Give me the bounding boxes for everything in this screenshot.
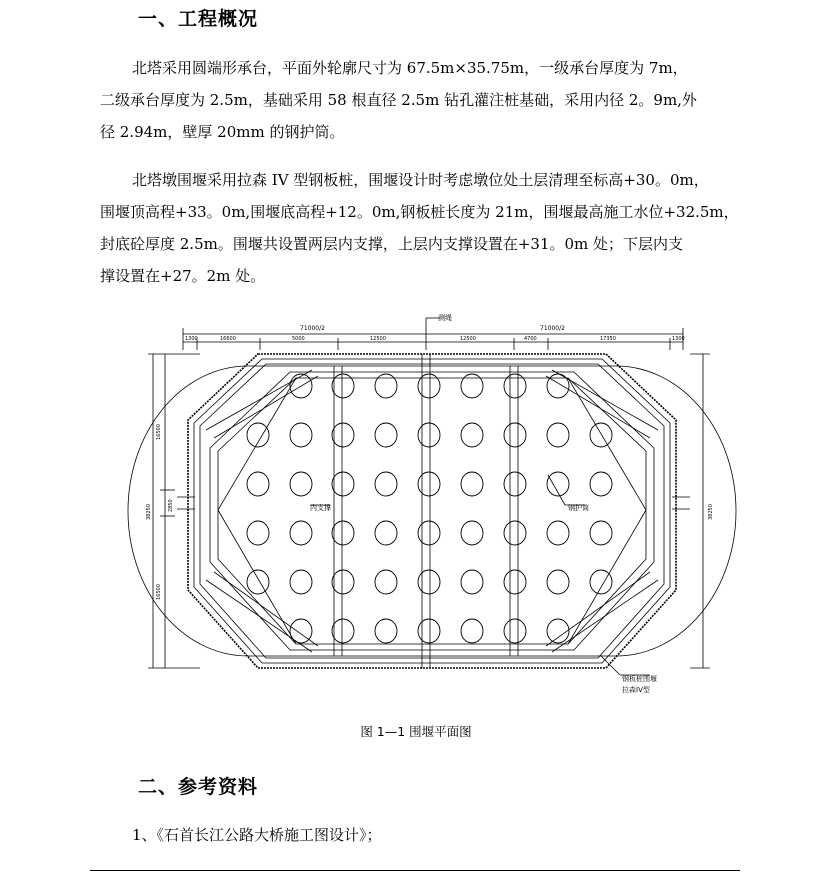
figure-caption: 图 1—1 围堰平面图: [360, 724, 472, 739]
pile-circle: [332, 472, 354, 496]
pile-circle: [504, 472, 526, 496]
pile-circle: [590, 521, 612, 545]
top-dim-label: 16600: [220, 336, 236, 342]
pile-circle: [290, 521, 312, 545]
label-steel-casing: 钢护筒: [568, 504, 589, 512]
pile-circle: [290, 570, 312, 594]
pile-circle: [247, 570, 269, 594]
pile-circle: [375, 423, 397, 447]
top-dim-label: 17350: [600, 336, 616, 342]
pile-circle: [590, 570, 612, 594]
pile-circle: [247, 423, 269, 447]
pile-circle: [547, 570, 569, 594]
label-inner-support: 内支撑: [310, 504, 331, 512]
top-dim-label: 1300: [672, 336, 685, 342]
top-dim-label: 1300: [185, 336, 198, 342]
pile-circle: [547, 521, 569, 545]
top-dim-label: 12500: [460, 336, 476, 342]
pile-circle: [332, 423, 354, 447]
pile-circle: [290, 423, 312, 447]
pile-circle: [332, 521, 354, 545]
top-dim-label: 5000: [292, 336, 305, 342]
pile-circle: [247, 472, 269, 496]
pile-circle: [375, 619, 397, 643]
pile-circle: [418, 619, 440, 643]
pile-circle: [547, 619, 569, 643]
paragraph-line: 围堰顶高程+33。0m,围堰底高程+12。0m,钢板桩长度为 21m，围堰最高施工水位+32.5m，: [100, 203, 739, 221]
paragraph-line: 北塔采用圆端形承台，平面外轮廓尺寸为 67.5m×35.75m，一级承台厚度为 7m，: [132, 59, 688, 77]
pile-circle: [290, 472, 312, 496]
paragraph-line: 二级承台厚度为 2.5m，基础采用 58 根直径 2.5m 钻孔灌注桩基础，采用内径 2。9m,外: [100, 91, 697, 109]
label-sheet-pile-2: 拉森IV型: [622, 686, 650, 694]
pile-circle: [418, 472, 440, 496]
pile-circle: [290, 619, 312, 643]
section1-heading: 一、工程概况: [138, 8, 259, 30]
left-dim-label: 2850: [168, 499, 174, 512]
pile-circle: [418, 570, 440, 594]
sheet-pile-inner-line: [200, 364, 664, 658]
top-dim-label: 4700: [524, 336, 537, 342]
pile-circle: [247, 521, 269, 545]
pile-circle: [418, 521, 440, 545]
pile-circle: [461, 619, 483, 643]
pile-circle: [332, 570, 354, 594]
label-top-center: 测绳: [438, 314, 452, 322]
paragraph-line: 封底砼厚度 2.5m。围堰共设置两层内支撑，上层内支撑设置在+31。0m 处；下层内支: [100, 235, 684, 253]
right-total-label: 38250: [708, 504, 714, 520]
section2-heading: 二、参考资料: [138, 776, 259, 798]
pile-circle: [504, 619, 526, 643]
pile-circle: [590, 423, 612, 447]
paragraph-line: 径 2.94m，壁厚 20mm 的钢护筒。: [100, 123, 345, 141]
footer-divider: [90, 870, 740, 871]
pile-cap-outline: [128, 366, 736, 656]
left-dim-label: 16500: [156, 584, 162, 600]
paragraph-line: 北塔墩围堰采用拉森 IV 型钢板桩，围堰设计时考虑墩位处土层清理至标高+30。0m，: [132, 171, 709, 189]
dim-label-right-half: 71000/2: [540, 325, 565, 332]
pile-circle: [461, 423, 483, 447]
pile-circle: [332, 619, 354, 643]
pile-circle: [375, 521, 397, 545]
top-dim-label: 12500: [370, 336, 386, 342]
pile-circle: [547, 423, 569, 447]
pile-circle: [375, 472, 397, 496]
pile-circle: [375, 570, 397, 594]
pile-circle: [504, 521, 526, 545]
pile-circle: [504, 423, 526, 447]
pile-circle: [461, 472, 483, 496]
dim-label-left-half: 71000/2: [300, 325, 325, 332]
label-sheet-pile-1: 钢板桩围堰: [622, 675, 657, 683]
sheet-pile-outline: [188, 354, 676, 668]
sheet-pile-inner-line: [194, 359, 670, 663]
pile-circle: [418, 423, 440, 447]
left-total-label: 38250: [146, 504, 152, 520]
reference-item: 1、《石首长江公路大桥施工图设计》；: [132, 826, 382, 844]
paragraph-line: 撑设置在+27。2m 处。: [100, 267, 266, 285]
pile-circle: [504, 570, 526, 594]
pile-circle: [461, 521, 483, 545]
pile-circle: [590, 472, 612, 496]
pile-circle: [461, 570, 483, 594]
left-dim-label: 16500: [156, 424, 162, 440]
